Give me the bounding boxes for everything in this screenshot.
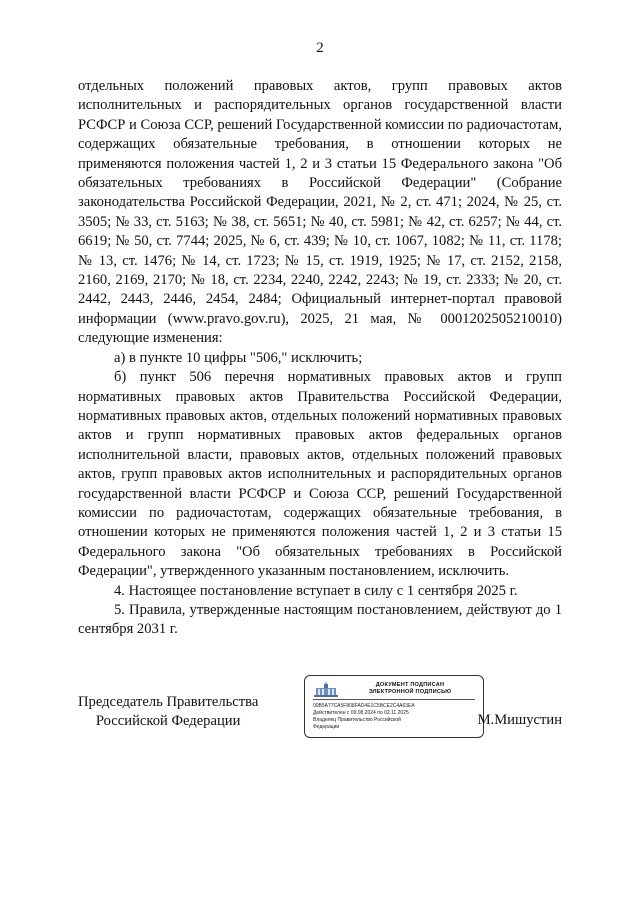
stamp-owner-line-1: Владелец Правительство Российской (313, 717, 401, 723)
stamp-title (343, 682, 477, 696)
page-number: 2 (316, 40, 324, 56)
stamp-title-line-1: ДОКУМЕНТ ПОДПИСАН (375, 682, 445, 688)
government-building-icon (313, 682, 339, 698)
stamp-validity: Действителен с 09.08.2024 по 02.11.2025 (313, 710, 409, 716)
document-body (78, 77, 562, 640)
stamp-title-line-2: ЭЛЕКТРОННОЙ ПОДПИСЬЮ (368, 689, 452, 695)
electronic-signature-stamp (304, 675, 484, 738)
paragraph-item-a: а) в пункте 10 цифры "506," исключить; (114, 349, 363, 366)
paragraph-point-4: 4. Настоящее постановление вступает в силу с 1 сентября 2025 г. (114, 582, 518, 599)
signatory-name: М.Мишустин (477, 712, 562, 728)
stamp-divider (313, 699, 475, 700)
signature-block (78, 675, 562, 745)
stamp-certificate: 00B5A77CA5F808FAD4E1C5BCE2C4A63EA (313, 703, 415, 709)
paragraph-point-5: 5. Правила, утвержденные настоящим постановлением, действуют до 1 сентября 2031 г. (78, 601, 562, 638)
signatory-title-line-2: Российской Федерации (95, 713, 241, 730)
stamp-owner-line-2: Федерации (313, 724, 340, 730)
signatory-title (78, 693, 258, 732)
paragraph-continuation: отдельных положений правовых актов, групп правовых актов исполнительных и распорядительных органов государственной власти РСФСР и Союза ССР, решений Государственной комиссии по радиочастотам, содержащих обязательные требования, в отношении которых не применяются положения частей 1, 2 и 3 статьи 15 Федерального закона "Об обязательных требованиях в Российской Федерации" (Собрание законодательства Российской Федерации, 2021, № 2, ст. 471; 2024, № 25, ст. 3505; № 33, ст. 5163; № 38, ст. 5651; № 40, ст. 5981; № 42, ст. 6257; № 44, ст. 6619; № 50, ст. 7744; 2025, № 6, ст. 439; № 10, ст. 1067, 1082; № 11, ст. 1178; № 13, ст. 1476; № 14, ст. 1723; № 15, ст. 1919, 1925; № 17, ст. 2152, 2158, 2160, 2169, 2170; № 18, ст. 2234, 2240, 2242, 2243; № 19, ст. 2333; № 20, ст. 2442, 2443, 2446, 2454, 2484; Официальный интернет-портал правовой информации (www.pravo.gov.ru), 2025, 21 мая, № 0001202505210010) следующие изменения: (78, 78, 562, 347)
paragraph-item-b: б) пункт 506 перечня нормативных правовых актов и групп нормативных правовых актов Правительства Российской Федерации, нормативных правовых актов, отдельных положений нормативных правовых актов и групп нормативных правовых актов федеральных органов исполнительной власти, правовых актов, отдельных положений правовых актов, групп правовых актов исполнительных и распорядительных органов государственной власти РСФСР и Союза ССР, решений Государственной комиссии по радиочастотам, содержащих обязательные требования, в отношении которых не применяются положения частей 1, 2 и 3 статьи 15 Федерального закона "Об обязательных требованиях в Российской Федерации", утвержденного указанным постановлением, исключить. (78, 369, 562, 580)
signatory-title-line-1: Председатель Правительства (78, 694, 259, 710)
